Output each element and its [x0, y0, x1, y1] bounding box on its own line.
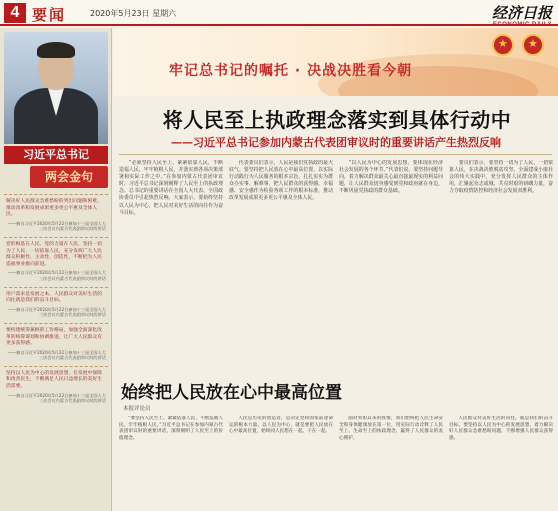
article-column — [229, 160, 333, 368]
party-emblem-icon — [522, 34, 544, 56]
portrait-hair — [37, 42, 75, 58]
quote-text: 党的根基在人民、党的力量在人民，坚持一切为了人民、一切依靠人民，充分发挥广大人民群众积极性、主动性、创造性，不断把为人民造福事业推向前进。 — [6, 241, 102, 267]
portrait-photo — [4, 32, 108, 144]
quote-source: ——摘自习近平2020年5月22日参加十三届全国人大三次会议内蒙古代表团审议时的讲话 — [7, 220, 106, 232]
sidebar-badge-title: 习近平总书记 — [4, 146, 108, 164]
quote-source: ——摘自习近平2020年5月22日参加十三届全国人大三次会议内蒙古代表团审议时的讲话 — [7, 392, 106, 404]
paragraph: “必须坚持人民至上、紧紧依靠人民、不断造福人民、牢牢植根人民，并落实到各项决策部署和实际工作之中。”在参加内蒙古代表团审议时，习近平总书记深刻阐释了人民至上的执政理念。总书记的重要讲话在全国人大代表、全国政协委员中引起热烈反响。大家表示，要始终坚持以人民为中心，把人民对美好生活的向往作为奋斗目标。 — [119, 160, 223, 216]
commentary-column — [119, 416, 223, 508]
article-column — [449, 160, 553, 368]
commentary-column — [229, 416, 333, 508]
paragraph: “要坚持人民至上、紧紧依靠人民、不断造福人民、牢牢植根人民。”习近平总书记在参加内蒙古代表团审议时的重要讲话，深刻阐明了人民至上的价值理念。 — [119, 416, 223, 441]
article-body — [119, 160, 553, 368]
quote-item — [4, 366, 108, 409]
divider — [119, 154, 552, 155]
commentary-column — [339, 416, 443, 508]
newspaper-logo-en: ECONOMIC DAILY — [492, 22, 552, 28]
quote-text: 解决好人民群众急难愁盼的突出问题和困难，推动改革和发展成果更多更公平惠及全体人民。 — [6, 199, 102, 218]
quote-text: 用户需求是发展之本，人民群众对美好生活的向往就是我们的奋斗目标。 — [6, 291, 102, 304]
article-column — [339, 160, 443, 368]
newspaper-logo: 经济日报 — [491, 4, 552, 22]
quote-text: 坚持以人民为中心的发展思想，在发展中保障和改善民生，不断满足人民日益增长的美好生活需要。 — [6, 370, 102, 390]
sidebar-badge-subtitle: 两会金句 — [30, 166, 108, 188]
paragraph: 委员们表示，要坚持一切为了人民、一切依靠人民，在决战决胜脱贫攻坚、全面建成小康社会的伟大实践中，充分发挥人民群众的主体作用，汇聚起众志成城、共克时艰的磅礴力量，奋力夺取疫情防控和经济社会发展双胜利。 — [449, 160, 553, 195]
page-number: 4 — [4, 3, 26, 23]
main-content — [113, 28, 558, 511]
emblem-group — [489, 34, 544, 60]
quote-item — [4, 194, 108, 237]
paragraph: 人民群众对美好生活的向往，就是我们的奋斗目标。要坚持以人民为中心的发展思想，着力解决好人民群众急难愁盼问题，不断增强人民群众获得感。 — [449, 416, 553, 441]
sidebar-quotes-panel — [0, 28, 112, 511]
quote-source: ——摘自习近平2020年5月22日参加十三届全国人大三次会议内蒙古代表团审议时的讲话 — [7, 270, 106, 281]
page-header — [0, 0, 558, 26]
quote-list — [4, 194, 108, 409]
banner-kicker: 牢记总书记的嘱托 · 决战决胜看今朝 — [169, 63, 413, 79]
issue-date: 2020年5月23日 星期六 — [90, 9, 177, 18]
paragraph: 面对突如其来的疫情，我们始终把人民生命安全和身体健康放在第一位，用实际行动诠释了人民至上、生命至上的执政理念，赢得了人民群众的衷心拥护。 — [339, 416, 443, 441]
quote-item — [4, 237, 108, 287]
paragraph: 代表委员们表示，人民是我们党执政的最大底气。要坚持把人民放在心中最高位置，以实际行动践行为人民服务的根本宗旨，扎扎实实为群众办实事、解难事，把人民群众的获得感、幸福感、安全感作为检验各项工作的根本标准，推动改革发展成果更多更公平惠及全体人民。 — [229, 160, 333, 202]
quote-text: 要构建统筹兼顾的工作格局，加强全面深化改革的统筹谋划和协调推进，让广大人民群众有更多获得感。 — [6, 327, 102, 347]
commentary-headline: 始终把人民放在心中最高位置 — [121, 383, 342, 403]
commentary-column — [449, 416, 553, 508]
quote-item — [4, 287, 108, 323]
quote-item — [4, 323, 108, 366]
commentary-body — [119, 416, 553, 508]
commentary-byline: 本报评论员 — [123, 406, 151, 412]
paragraph: 人民是历史的创造者，是决定党和国家前途命运的根本力量。以人民为中心，就是要把人民放在心中最高位置，始终同人民想在一起、干在一起。 — [229, 416, 333, 435]
quote-source: ——摘自习近平2020年5月22日参加十三届全国人大三次会议内蒙古代表团审议时的讲话 — [7, 349, 106, 361]
article-subheadline: ——习近平总书记参加内蒙古代表团审议时的重要讲话产生热烈反响 — [171, 136, 501, 149]
article-column — [119, 160, 223, 368]
banner — [113, 28, 558, 96]
national-emblem-icon — [492, 34, 514, 56]
article-headline: 将人民至上执政理念落实到具体行动中 — [162, 108, 512, 132]
section-title: 要闻 — [32, 6, 67, 24]
quote-source: ——摘自习近平2020年5月22日参加十三届全国人大三次会议内蒙古代表团审议时的讲话 — [7, 306, 106, 318]
masthead — [492, 2, 552, 28]
paragraph: “以人民为中心的发展思想，要体现在经济社会发展的各个环节。”代表们说，要坚持问题导向，着力解决群众最关心最直接最现实的利益问题，让人民群众切身感受到党和政府就在身边，不断巩固党执政的群众基础。 — [339, 160, 443, 195]
